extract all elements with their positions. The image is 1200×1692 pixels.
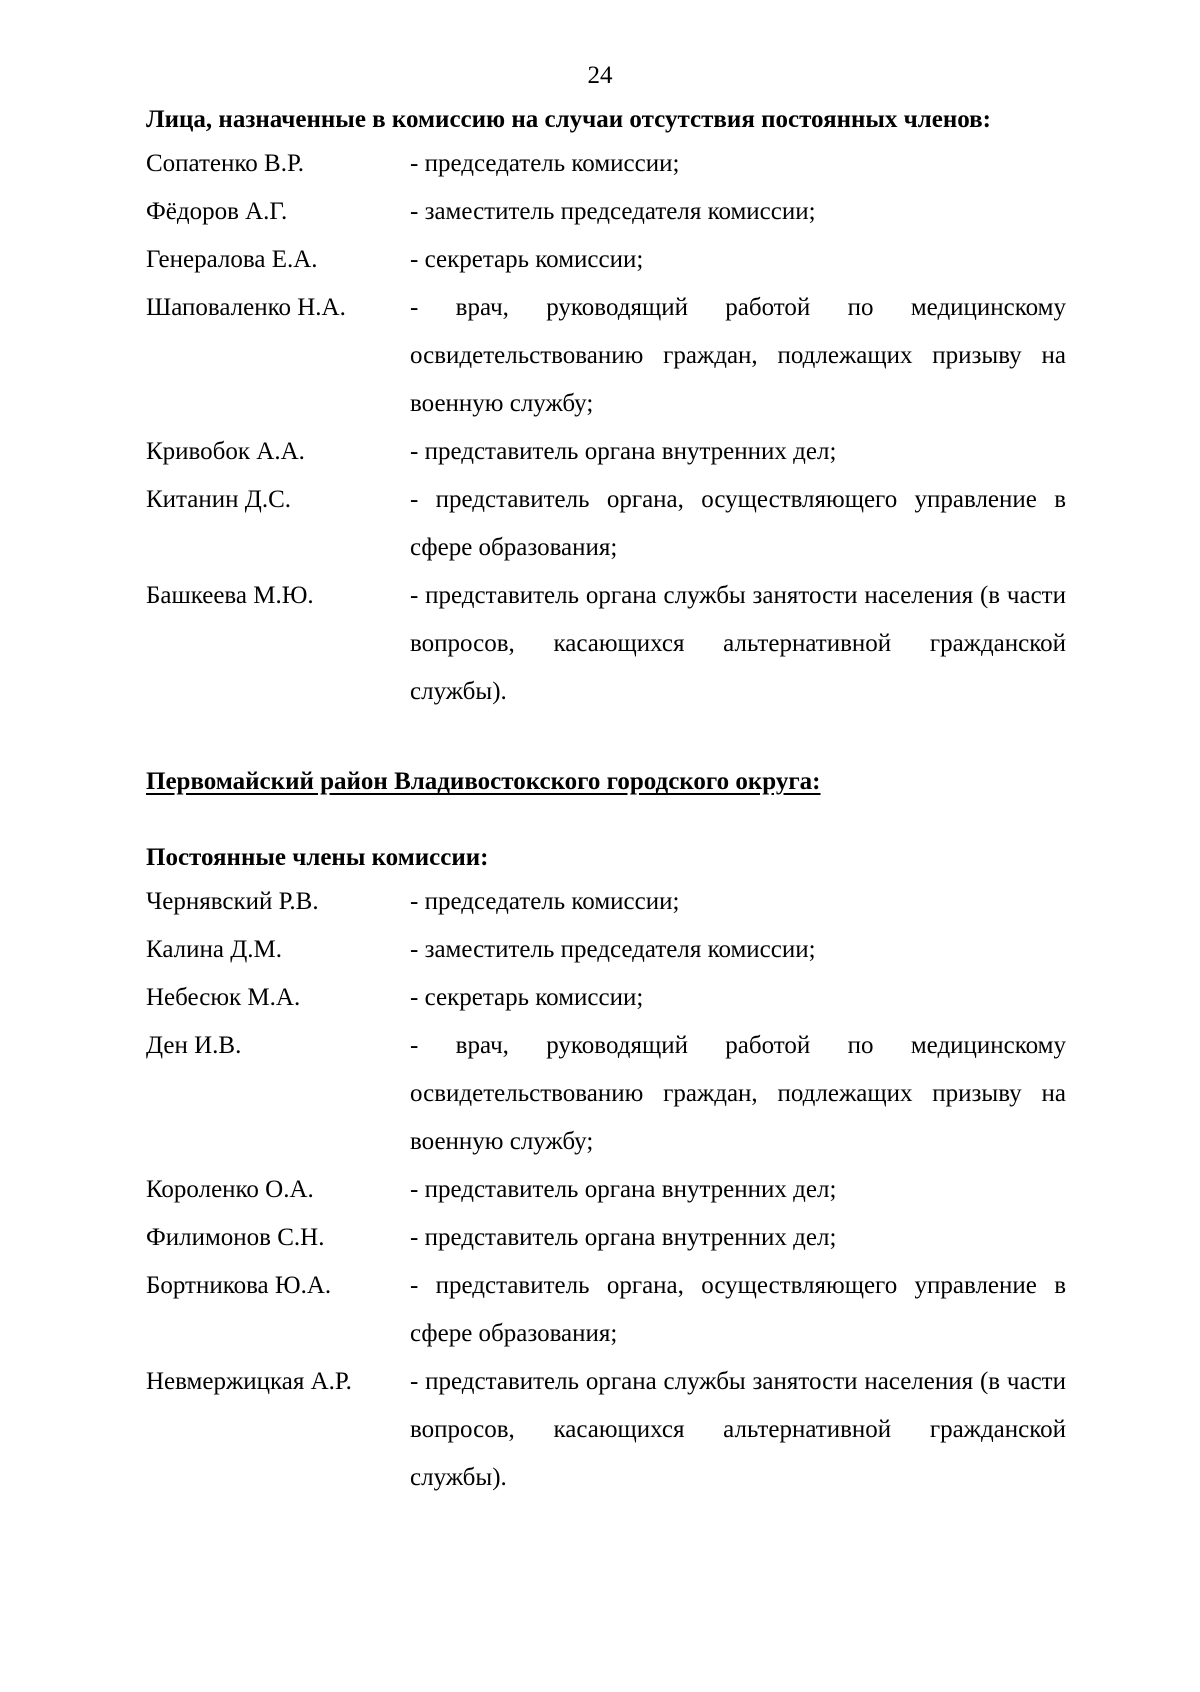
permanent-members-list <box>146 878 1066 1502</box>
substitute-members-heading: Лица, назначенные в комиссию на случаи отсутствия постоянных членов: <box>146 106 991 133</box>
member-role: - заместитель председателя комиссии; <box>410 198 816 225</box>
member-row <box>146 476 1066 572</box>
member-role: - представитель органа, осуществляющего управление в сфере образования; <box>410 1272 1066 1347</box>
member-name: Китанин Д.С. <box>146 486 291 513</box>
member-role: - представитель органа, осуществляющего управление в сфере образования; <box>410 486 1066 561</box>
member-role: - секретарь комиссии; <box>410 246 644 273</box>
permanent-members-section <box>146 838 1066 1502</box>
member-row <box>146 236 1066 284</box>
member-name: Филимонов С.Н. <box>146 1224 325 1251</box>
permanent-members-heading: Постоянные члены комиссии: <box>146 844 489 871</box>
member-role: - врач, руководящий работой по медицинскому освидетельствованию граждан, подлежащих призыву на военную службу; <box>410 1032 1066 1155</box>
member-row <box>146 572 1066 716</box>
member-role: - представитель органа внутренних дел; <box>410 1176 837 1203</box>
member-name: Сопатенко В.Р. <box>146 150 304 177</box>
member-row <box>146 974 1066 1022</box>
page-number: 24 <box>587 62 613 89</box>
member-name: Кривобок А.А. <box>146 438 305 465</box>
member-name: Фёдоров А.Г. <box>146 198 288 225</box>
member-row <box>146 1022 1066 1166</box>
member-row <box>146 284 1066 428</box>
member-row <box>146 188 1066 236</box>
member-role: - председатель комиссии; <box>410 888 680 915</box>
member-name: Невмержицкая А.Р. <box>146 1368 352 1395</box>
member-name: Генералова Е.А. <box>146 246 318 273</box>
member-name: Небесюк М.А. <box>146 984 301 1011</box>
member-role: - секретарь комиссии; <box>410 984 644 1011</box>
district-heading: Первомайский район Владивостокского городского округа: <box>146 768 821 795</box>
member-role: - заместитель председателя комиссии; <box>410 936 816 963</box>
member-name: Шаповаленко Н.А. <box>146 294 346 321</box>
member-name: Бортникова Ю.А. <box>146 1272 332 1299</box>
member-role: - представитель органа службы занятости населения (в части вопросов, касающихся альтернативной гражданской службы). <box>410 582 1066 705</box>
member-row <box>146 878 1066 926</box>
member-row <box>146 926 1066 974</box>
member-row <box>146 1166 1066 1214</box>
member-role: - представитель органа службы занятости населения (в части вопросов, касающихся альтернативной гражданской службы). <box>410 1368 1066 1491</box>
member-row <box>146 140 1066 188</box>
member-role: - председатель комиссии; <box>410 150 680 177</box>
member-row <box>146 1358 1066 1502</box>
member-name: Ден И.В. <box>146 1032 242 1059</box>
member-row <box>146 1214 1066 1262</box>
substitute-members-section <box>146 100 1066 716</box>
member-role: - представитель органа внутренних дел; <box>410 1224 837 1251</box>
member-name: Калина Д.М. <box>146 936 283 963</box>
member-role: - представитель органа внутренних дел; <box>410 438 837 465</box>
member-role: - врач, руководящий работой по медицинскому освидетельствованию граждан, подлежащих призыву на военную службу; <box>410 294 1066 417</box>
member-name: Башкеева М.Ю. <box>146 582 314 609</box>
substitute-members-list <box>146 140 1066 716</box>
member-row <box>146 428 1066 476</box>
member-row <box>146 1262 1066 1358</box>
member-name: Чернявский Р.В. <box>146 888 319 915</box>
district-section <box>146 762 1066 802</box>
member-name: Короленко О.А. <box>146 1176 314 1203</box>
